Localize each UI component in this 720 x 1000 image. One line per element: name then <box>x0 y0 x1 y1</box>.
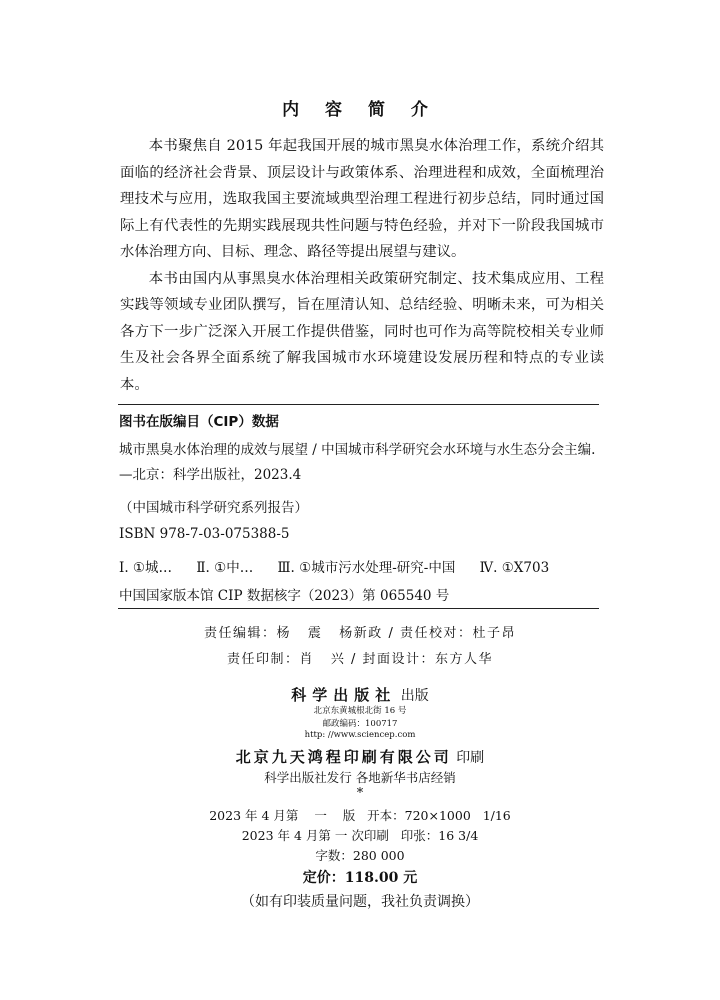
cip-class-item: Ⅳ. ①X703 <box>479 560 550 576</box>
word-count: 字数：280 000 <box>315 848 405 863</box>
cip-title-line: 城市黑臭水体治理的成效与展望 / 中国城市科学研究会水环境与水生态分会主编. —北京：科学出版社，2023.4 <box>119 442 596 483</box>
publisher-address: 北京东黄城根北街 16 号 <box>313 706 407 716</box>
intro-body <box>120 133 604 398</box>
separator-star: * <box>356 786 364 801</box>
intro-paragraph: 本书由国内从事黑臭水体治理相关政策研究制定、技术集成应用、工程实践等领域专业团队撰写，旨在厘清认知、总结经验、明晰未来，可为相关各方下一步广泛深入开展工作提供借鉴，同时也可作为高等院校相关专业师生及社会各界全面系统了解我国城市水环境建设发展历程和特点的专业读本。 <box>120 270 604 393</box>
intro-title: 内 容 简 介 <box>282 100 438 120</box>
publisher-suffix: 出版 <box>400 688 429 704</box>
cip-class-item: Ⅲ. ①城市污水处理-研究-中国 <box>277 560 456 576</box>
printer-name: 北京九天鸿程印刷有限公司 <box>235 748 452 766</box>
publisher-line <box>0 684 720 705</box>
cip-isbn: ISBN 978-7-03-075388-5 <box>119 526 290 542</box>
cip-series: （中国城市科学研究系列报告） <box>119 500 308 516</box>
cip-class-item: Ⅱ. ①中… <box>196 560 254 576</box>
price-line: 定价：118.00 元 <box>302 870 418 886</box>
cip-data-number: 中国国家版本馆 CIP 数据核字（2023）第 065540 号 <box>119 588 450 604</box>
cip-class-item: Ⅰ. ①城… <box>119 560 173 576</box>
publisher-url: http: //www.sciencep.com <box>304 730 416 740</box>
quality-note: （如有印装质量问题，我社负责调换） <box>241 894 479 910</box>
printer-line <box>0 746 720 767</box>
cip-top-rule <box>118 404 599 405</box>
cip-classification <box>119 556 569 576</box>
distribution-line: 科学出版社发行 各地新华书店经销 <box>264 770 456 785</box>
printing-line: 2023 年 4 月第 一 次印刷 印张：16 3/4 <box>241 828 479 843</box>
intro-paragraph: 本书聚焦自 2015 年起我国开展的城市黑臭水体治理工作，系统介绍其面临的经济社会背景、顶层设计与政策体系、治理进程和成效，全面梳理治理技术与应用，选取我国主要流域典型治理工程进行初步总结，同时通过国际上有代表性的先期实践展现共性问题与特色经验，并对下一阶段我国城市水体治理方向、目标、理念、路径等提出展望与建议。 <box>120 138 604 260</box>
cip-bottom-rule <box>118 608 599 609</box>
printer-suffix: 印刷 <box>456 750 485 766</box>
credits-production: 责任印制：肖 兴 / 封面设计：东方人华 <box>226 652 494 667</box>
credits-editors: 责任编辑：杨 震 杨新政 / 责任校对：杜子昂 <box>204 626 516 641</box>
publisher-name: 科学出版社 <box>291 686 397 704</box>
edition-line: 2023 年 4 月第 一 版 开本：720×1000 1/16 <box>209 808 511 823</box>
cip-header: 图书在版编目（CIP）数据 <box>119 414 279 430</box>
publisher-postcode: 邮政编码：100717 <box>322 719 398 729</box>
